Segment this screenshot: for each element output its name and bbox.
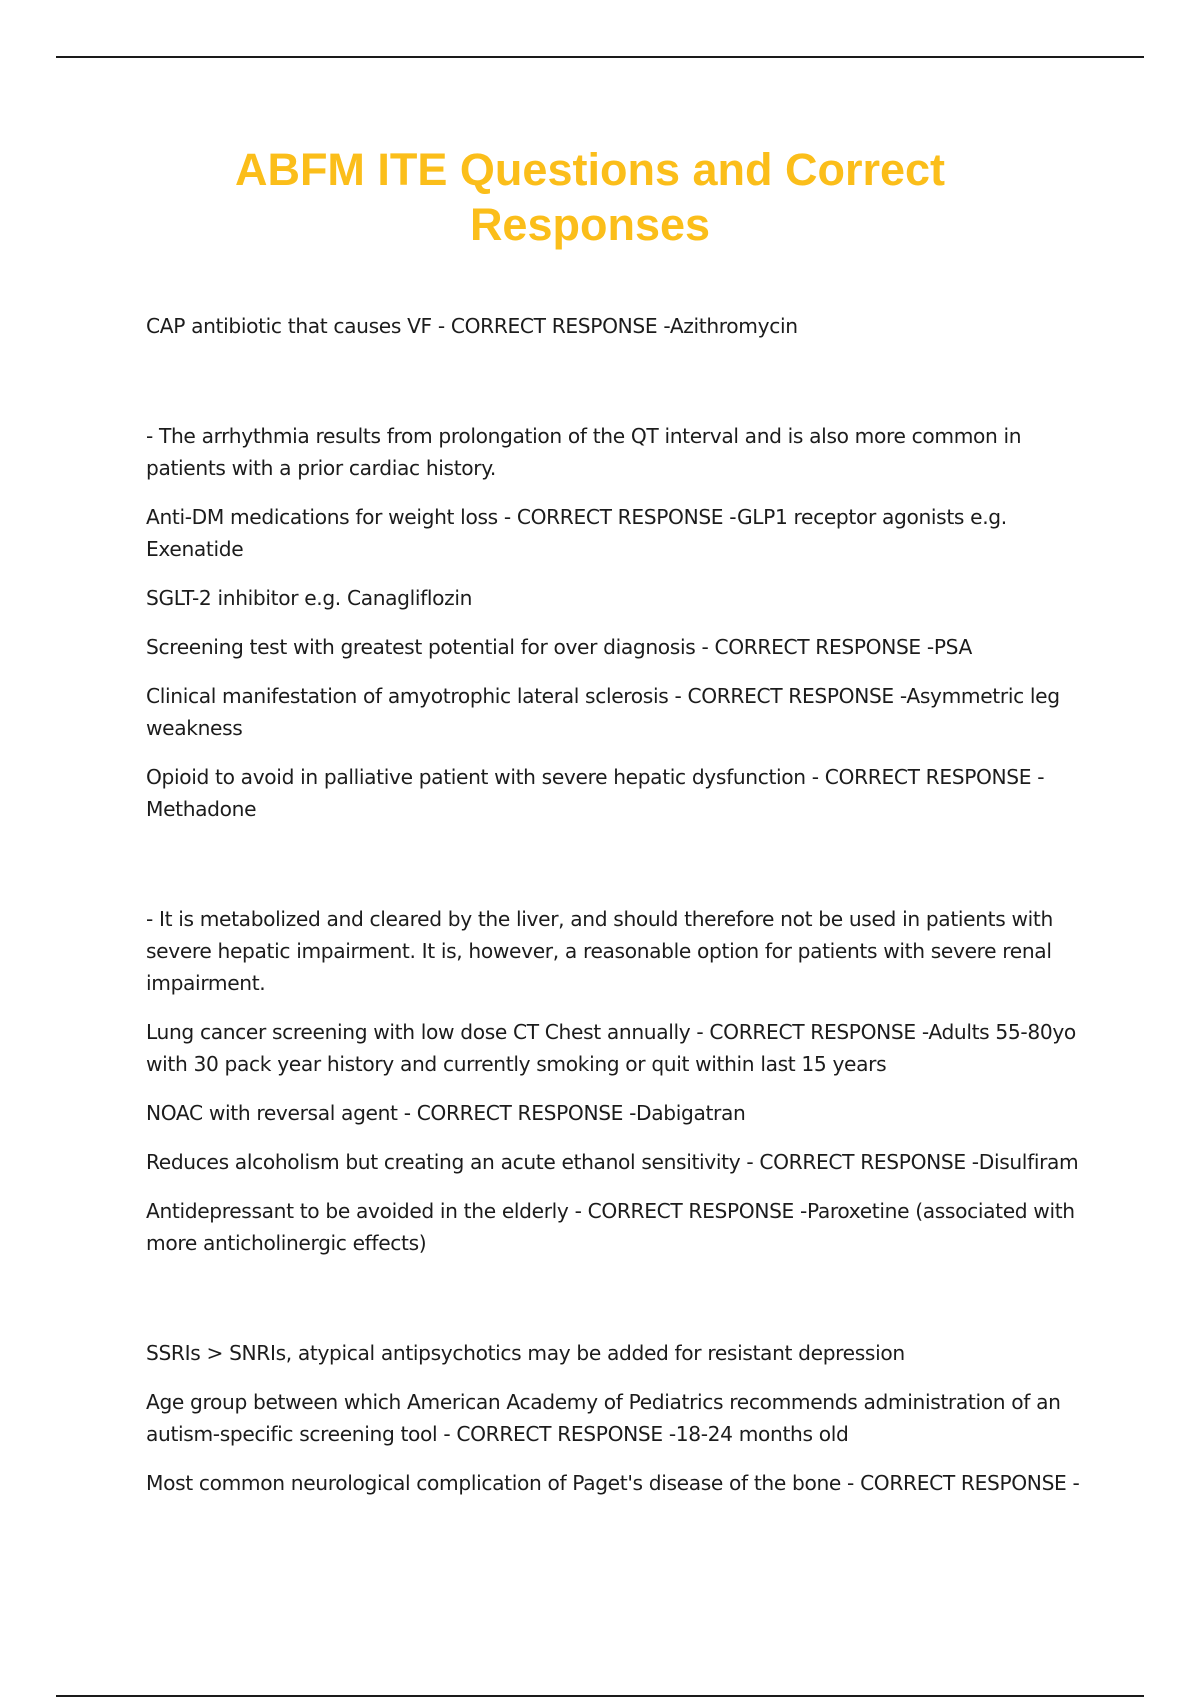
paragraph: NOAC with reversal agent - CORRECT RESPONSE -Dabigatran: [146, 1101, 746, 1125]
paragraph: Age group between which American Academy of Pediatrics recommends administration of an autism-specific screening tool - CORRECT RESPONSE -18-24 months old: [146, 1390, 1061, 1446]
paragraph: - It is metabolized and cleared by the liver, and should therefore not be used in patients with severe hepatic impairment. It is, however, a reasonable option for patients with severe renal impairment.: [146, 907, 1053, 995]
header-rule: [56, 56, 1144, 58]
paragraph: SSRIs > SNRIs, atypical antipsychotics may be added for resistant depression: [146, 1341, 905, 1365]
paragraph: Most common neurological complication of Paget's disease of the bone - CORRECT RESPONSE -: [146, 1471, 1080, 1495]
paragraph: Clinical manifestation of amyotrophic lateral sclerosis - CORRECT RESPONSE -Asymmetric leg weakness: [146, 684, 1060, 740]
paragraph: Opioid to avoid in palliative patient with severe hepatic dysfunction - CORRECT RESPONSE - Methadone: [146, 765, 1045, 821]
paragraph: Screening test with greatest potential for over diagnosis - CORRECT RESPONSE -PSA: [146, 635, 972, 659]
paragraph: CAP antibiotic that causes VF - CORRECT RESPONSE -Azithromycin: [146, 314, 798, 338]
paragraph: Anti-DM medications for weight loss - CORRECT RESPONSE -GLP1 receptor agonists e.g. Exenatide: [146, 505, 1007, 561]
document-title: ABFM ITE Questions and Correct Responses: [234, 144, 946, 250]
paragraph: Reduces alcoholism but creating an acute ethanol sensitivity - CORRECT RESPONSE -Disulfiram: [146, 1150, 1079, 1174]
paragraph: Lung cancer screening with low dose CT Chest annually - CORRECT RESPONSE -Adults 55-80yo with 30 pack year history and currently smoking or quit within last 15 years: [146, 1020, 1076, 1076]
paragraph: Antidepressant to be avoided in the elderly - CORRECT RESPONSE -Paroxetine (associated with more anticholinergic effects): [146, 1199, 1075, 1255]
paragraph: SGLT-2 inhibitor e.g. Canagliflozin: [146, 586, 473, 610]
document-body: [146, 310, 1081, 1516]
footer-rule: [56, 1695, 1144, 1697]
paragraph: - The arrhythmia results from prolongation of the QT interval and is also more common in patients with a prior cardiac history.: [146, 424, 1022, 480]
